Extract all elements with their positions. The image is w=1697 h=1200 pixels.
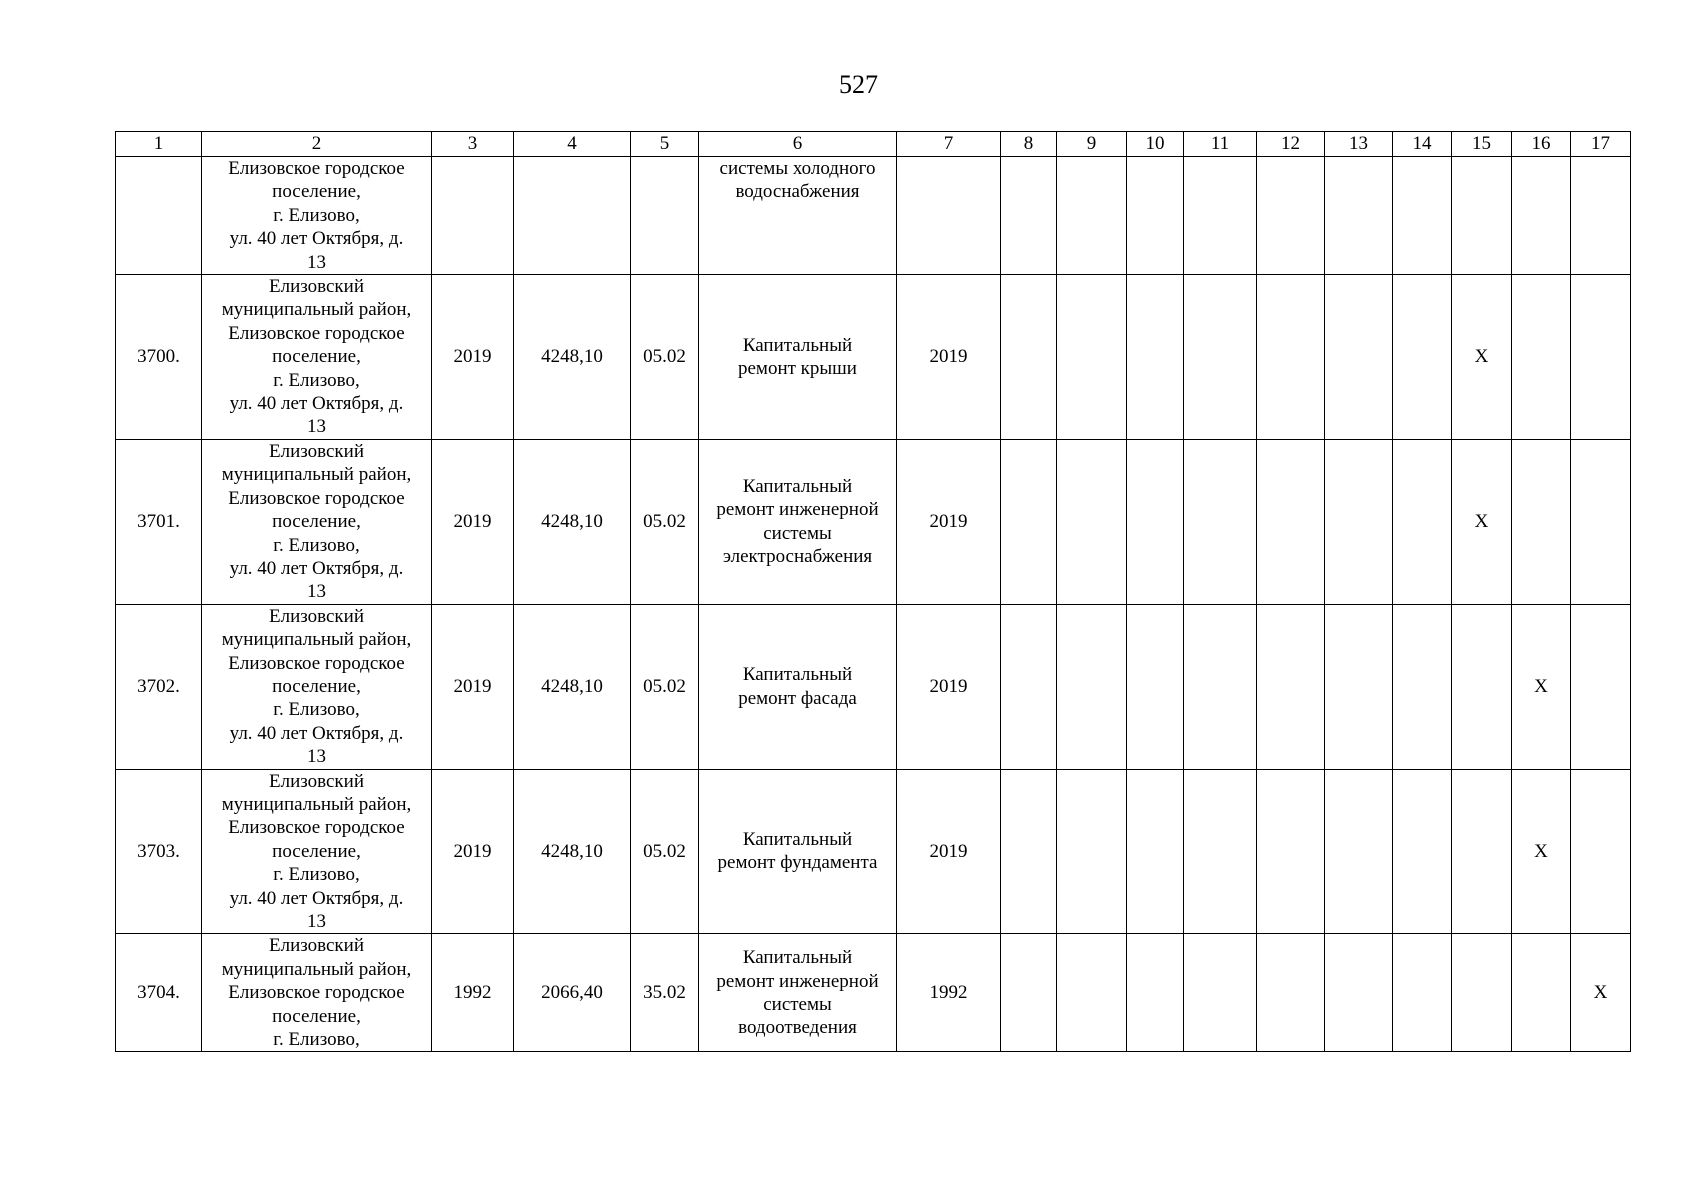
cell-c9: [1057, 604, 1127, 769]
cell-number: 3702.: [116, 604, 202, 769]
cell-c11: [1184, 604, 1257, 769]
cell-c15-mark: X: [1452, 275, 1512, 440]
cell-c15-mark: X: [1452, 439, 1512, 604]
address-text: Елизовский муниципальный район, Елизовское городское поселение, г. Елизово, ул. 40 лет Октября, д. 13: [221, 770, 412, 932]
cell-c14: [1393, 604, 1452, 769]
cell-c13: [1325, 769, 1393, 934]
cell-c14: [1393, 439, 1452, 604]
cell-c14: [1393, 275, 1452, 440]
cell-c13: [1325, 604, 1393, 769]
cell-c10: [1127, 275, 1184, 440]
table-row: [116, 439, 1631, 604]
column-header: 6: [699, 132, 897, 157]
column-header: 11: [1184, 132, 1257, 157]
cell-area: 4248,10: [514, 439, 631, 604]
column-header: 5: [631, 132, 699, 157]
cell-work-year: 2019: [897, 769, 1001, 934]
cell-c16: [1512, 157, 1571, 275]
cell-c9: [1057, 934, 1127, 1052]
column-header: 1: [116, 132, 202, 157]
cell-year: [432, 157, 514, 275]
cell-c12: [1257, 934, 1325, 1052]
address-text: Елизовский муниципальный район, Елизовское городское поселение, г. Елизово, ул. 40 лет Октября, д. 13: [221, 605, 412, 768]
address-text: Елизовский муниципальный район, Елизовское городское поселение, г. Елизово,: [221, 935, 412, 1051]
cell-c17-mark: [1571, 769, 1631, 934]
cell-c14: [1393, 157, 1452, 275]
cell-c17-mark: [1571, 275, 1631, 440]
cell-c17: [1571, 157, 1631, 275]
cell-work: [699, 769, 897, 934]
work-text: системы холодного водоснабжения: [719, 158, 876, 203]
cell-area: 4248,10: [514, 275, 631, 440]
cell-c8: [1001, 157, 1057, 275]
cell-c10: [1127, 934, 1184, 1052]
cell-c8: [1001, 439, 1057, 604]
cell-number: 3704.: [116, 934, 202, 1052]
cell-c15-mark: [1452, 934, 1512, 1052]
cell-c10: [1127, 157, 1184, 275]
cell-work-year: 2019: [897, 439, 1001, 604]
column-header: 15: [1452, 132, 1512, 157]
cell-c8: [1001, 604, 1057, 769]
cell-area: 4248,10: [514, 604, 631, 769]
column-header: 3: [432, 132, 514, 157]
work-text: Капитальный ремонт инженерной системы водоотведения: [716, 947, 879, 1039]
cell-work: [699, 439, 897, 604]
cell-code: 05.02: [631, 275, 699, 440]
column-header: 13: [1325, 132, 1393, 157]
cell-work-year: [897, 157, 1001, 275]
cell-address: [202, 604, 432, 769]
table-row: [116, 604, 1631, 769]
table-row: [116, 769, 1631, 934]
cell-number: 3703.: [116, 769, 202, 934]
address-text: Елизовский муниципальный район, Елизовское городское поселение, г. Елизово, ул. 40 лет Октября, д. 13: [221, 440, 412, 603]
capital-repair-table: [115, 131, 1631, 1052]
cell-year: 2019: [432, 439, 514, 604]
cell-c13: [1325, 275, 1393, 440]
cell-c8: [1001, 934, 1057, 1052]
cell-c11: [1184, 439, 1257, 604]
column-header: 10: [1127, 132, 1184, 157]
cell-c14: [1393, 769, 1452, 934]
cell-c11: [1184, 769, 1257, 934]
work-text: Капитальный ремонт фундамента: [717, 829, 878, 874]
cell-address: [202, 934, 432, 1052]
cell-address: [202, 439, 432, 604]
cell-work: [699, 275, 897, 440]
column-header: 9: [1057, 132, 1127, 157]
cell-c8: [1001, 769, 1057, 934]
work-text: Капитальный ремонт инженерной системы электроснабжения: [716, 475, 879, 568]
cell-c12: [1257, 157, 1325, 275]
cell-c10: [1127, 439, 1184, 604]
cell-c12: [1257, 275, 1325, 440]
cell-c15: [1452, 157, 1512, 275]
cell-address: [202, 275, 432, 440]
cell-code: [631, 157, 699, 275]
cell-c12: [1257, 604, 1325, 769]
cell-c9: [1057, 157, 1127, 275]
cell-c15-mark: [1452, 604, 1512, 769]
cell-code: 35.02: [631, 934, 699, 1052]
cell-address: [202, 769, 432, 934]
cell-c13: [1325, 157, 1393, 275]
address-text: Елизовское городское поселение, г. Елизово, ул. 40 лет Октября, д. 13: [228, 158, 405, 273]
cell-year: 1992: [432, 934, 514, 1052]
cell-c11: [1184, 157, 1257, 275]
cell-code: 05.02: [631, 439, 699, 604]
cell-c17-mark: X: [1571, 934, 1631, 1052]
table-row: [116, 934, 1631, 1052]
cell-c12: [1257, 439, 1325, 604]
cell-year: 2019: [432, 275, 514, 440]
cell-c13: [1325, 934, 1393, 1052]
cell-address: [202, 157, 432, 275]
cell-year: 2019: [432, 769, 514, 934]
cell-c10: [1127, 769, 1184, 934]
cell-area: 4248,10: [514, 769, 631, 934]
cell-work: [699, 934, 897, 1052]
cell-c14: [1393, 934, 1452, 1052]
column-header: 12: [1257, 132, 1325, 157]
column-header: 7: [897, 132, 1001, 157]
cell-area: [514, 157, 631, 275]
cell-work-year: 2019: [897, 604, 1001, 769]
cell-number: [116, 157, 202, 275]
address-text: Елизовский муниципальный район, Елизовское городское поселение, г. Елизово, ул. 40 лет Октября, д. 13: [221, 276, 412, 438]
cell-c17-mark: [1571, 604, 1631, 769]
cell-c9: [1057, 769, 1127, 934]
cell-c15-mark: [1452, 769, 1512, 934]
cell-c16-mark: [1512, 439, 1571, 604]
cell-c12: [1257, 769, 1325, 934]
cell-area: 2066,40: [514, 934, 631, 1052]
table-row: [116, 275, 1631, 440]
cell-work: [699, 604, 897, 769]
cell-c11: [1184, 275, 1257, 440]
column-header: 16: [1512, 132, 1571, 157]
cell-number: 3701.: [116, 439, 202, 604]
column-header: 4: [514, 132, 631, 157]
cell-c16-mark: [1512, 275, 1571, 440]
column-header: 2: [202, 132, 432, 157]
cell-code: 05.02: [631, 769, 699, 934]
cell-c16-mark: [1512, 934, 1571, 1052]
cell-work-year: 2019: [897, 275, 1001, 440]
cell-c9: [1057, 275, 1127, 440]
cell-c16-mark: X: [1512, 769, 1571, 934]
cell-work-year: 1992: [897, 934, 1001, 1052]
work-text: Капитальный ремонт крыши: [738, 334, 857, 379]
table-row-continuation: [116, 157, 1631, 275]
page-number: 527: [839, 70, 878, 99]
work-text: Капитальный ремонт фасада: [738, 664, 857, 709]
cell-c11: [1184, 934, 1257, 1052]
cell-code: 05.02: [631, 604, 699, 769]
cell-c16-mark: X: [1512, 604, 1571, 769]
column-header: 17: [1571, 132, 1631, 157]
cell-c17-mark: [1571, 439, 1631, 604]
cell-c13: [1325, 439, 1393, 604]
cell-c9: [1057, 439, 1127, 604]
column-header: 8: [1001, 132, 1057, 157]
table-header-row: [116, 132, 1631, 157]
cell-year: 2019: [432, 604, 514, 769]
cell-c8: [1001, 275, 1057, 440]
cell-number: 3700.: [116, 275, 202, 440]
column-header: 14: [1393, 132, 1452, 157]
cell-c10: [1127, 604, 1184, 769]
cell-work: [699, 157, 897, 275]
